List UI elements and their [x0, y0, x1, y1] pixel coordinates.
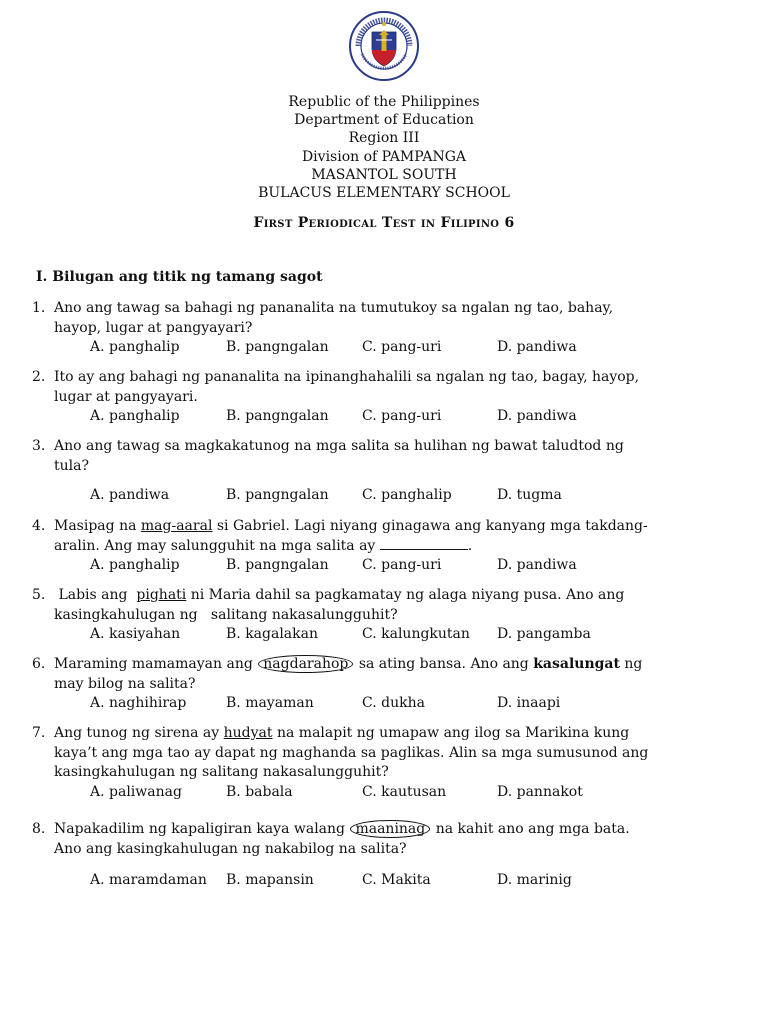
school-header: [0, 93, 768, 202]
question-text: Napakadilim ng kapaligiran kaya walang maaninag na kahit ano ang mga bata.: [54, 821, 630, 837]
choice-d[interactable]: D. pandiwa: [497, 408, 577, 424]
question-text-continued: aralin. Ang may salungguhit na mga salita ay .: [54, 537, 473, 554]
header-country: Republic of the Philippines: [288, 94, 480, 110]
question-number: 7.: [32, 725, 46, 741]
question-number: 4.: [32, 518, 46, 534]
choice-b[interactable]: B. pangngalan: [226, 487, 329, 503]
choice-a[interactable]: A. panghalip: [90, 339, 180, 355]
choice-a[interactable]: A. pandiwa: [90, 487, 170, 503]
question-text-continued: tula?: [54, 457, 89, 474]
choice-c[interactable]: C. panghalip: [362, 487, 452, 503]
choice-c[interactable]: C. kautusan: [362, 783, 447, 800]
question-4: [32, 517, 722, 576]
question-number: 5.: [32, 587, 46, 603]
question-3: [32, 437, 722, 506]
circled-word: maaninag: [350, 820, 430, 838]
question-text: Labis ang pighati ni Maria dahil sa pagkamatay ng alaga niyang pusa. Ano ang: [54, 587, 625, 603]
choice-d[interactable]: D. tugma: [497, 487, 562, 503]
question-1: [32, 299, 722, 358]
underlined-word: pighati: [136, 587, 187, 603]
question-number: 6.: [32, 656, 46, 672]
choice-d[interactable]: D. pandiwa: [497, 557, 577, 573]
question-text: Ano ang tawag sa bahagi ng pananalita na tumutukoy sa ngalan ng tao, bahay,: [54, 300, 614, 316]
answer-choices: [32, 338, 722, 358]
question-2: [32, 368, 722, 427]
question-text-continued: hayop, lugar at pangyayari?: [54, 319, 253, 336]
question-text-continued: Ano ang kasingkahulugan ng nakabilog na salita?: [54, 840, 407, 857]
answer-blank: [380, 537, 468, 550]
question-text: Ano ang tawag sa magkakatunog na mga salita sa hulihan ng bawat taludtod ng: [54, 438, 624, 454]
answer-choices: [32, 556, 722, 576]
question-text-continued: kasingkahulugan ng salitang nakasalungguhit?: [54, 764, 389, 780]
deped-seal-icon: [348, 10, 420, 82]
choice-d[interactable]: D. pangamba: [497, 626, 591, 642]
underlined-word: mag-aaral: [140, 518, 213, 534]
choice-d[interactable]: D. pandiwa: [497, 339, 577, 355]
question-text: Maraming mamamayan ang nagdarahop sa ating bansa. Ano ang kasalungat ng: [54, 656, 643, 672]
answer-choices: [32, 694, 722, 714]
answer-choices: [32, 625, 722, 645]
question-text-continued: kasingkahulugan ng salitang nakasalungguhit?: [54, 606, 398, 623]
choice-a[interactable]: A. panghalip: [90, 408, 180, 424]
choice-d[interactable]: D. inaapi: [497, 695, 561, 711]
choice-b[interactable]: B. babala: [226, 783, 293, 800]
choice-c[interactable]: C. Makita: [362, 872, 431, 888]
answer-choices: [32, 486, 722, 506]
answer-choices: [32, 407, 722, 427]
header-school: BULACUS ELEMENTARY SCHOOL: [258, 185, 510, 202]
choice-b[interactable]: B. pangngalan: [226, 408, 329, 424]
header-division: Division of PAMPANGA: [301, 148, 467, 165]
section-title: I. Bilugan ang titik ng tamang sagot: [36, 269, 323, 285]
choice-c[interactable]: C. kalungkutan: [362, 626, 470, 642]
question-5: [32, 586, 722, 645]
choice-b[interactable]: B. kagalakan: [226, 626, 318, 642]
choice-a[interactable]: A. panghalip: [90, 557, 180, 573]
choice-d[interactable]: D. pannakot: [497, 783, 583, 800]
header-district: MASANTOL SOUTH: [311, 166, 457, 183]
choice-b[interactable]: B. pangngalan: [226, 557, 329, 573]
underlined-word: hudyat: [223, 725, 273, 741]
choice-c[interactable]: C. dukha: [362, 695, 425, 711]
choice-c[interactable]: C. pang-uri: [362, 339, 442, 355]
choice-c[interactable]: C. pang-uri: [362, 408, 442, 424]
choice-a[interactable]: A. kasiyahan: [90, 626, 181, 642]
question-7: [32, 724, 722, 803]
choice-b[interactable]: B. pangngalan: [226, 339, 329, 355]
bold-word: kasalungat: [533, 656, 620, 672]
choice-b[interactable]: B. mapansin: [226, 872, 314, 888]
header-region: Region III: [348, 130, 420, 147]
choice-a[interactable]: A. maramdaman: [90, 872, 207, 888]
choice-b[interactable]: B. mayaman: [226, 695, 314, 711]
test-title: First Periodical Test in Filipino 6: [253, 215, 515, 231]
circled-word: nagdarahop: [258, 655, 353, 673]
answer-choices: [32, 871, 722, 891]
question-text: Ito ay ang bahagi ng pananalita na ipinanghahalili sa ngalan ng tao, bagay, hayop,: [54, 369, 640, 385]
choice-a[interactable]: A. paliwanag: [90, 783, 182, 800]
question-number: 3.: [32, 438, 46, 454]
question-number: 2.: [32, 369, 46, 385]
question-text: Ang tunog ng sirena ay hudyat na malapit ng umapaw ang ilog sa Marikina kung: [54, 725, 630, 741]
question-text: Masipag na mag-aaral si Gabriel. Lagi niyang ginagawa ang kanyang mga takdang-: [54, 518, 648, 534]
question-text-continued: lugar at pangyayari.: [54, 388, 198, 405]
question-8: [32, 820, 722, 891]
question-text-continued: kaya’t ang mga tao ay dapat ng maghanda sa paglikas. Alin sa mga sumusunod ang: [54, 744, 649, 761]
question-6: [32, 655, 722, 714]
question-text-continued: may bilog na salita?: [54, 675, 196, 692]
answer-choices: [32, 783, 722, 803]
question-number: 8.: [32, 821, 46, 837]
choice-a[interactable]: A. naghihirap: [90, 695, 187, 711]
question-number: 1.: [32, 300, 46, 316]
choice-d[interactable]: D. marinig: [497, 872, 572, 888]
header-department: Department of Education: [294, 112, 474, 129]
choice-c[interactable]: C. pang-uri: [362, 557, 442, 573]
